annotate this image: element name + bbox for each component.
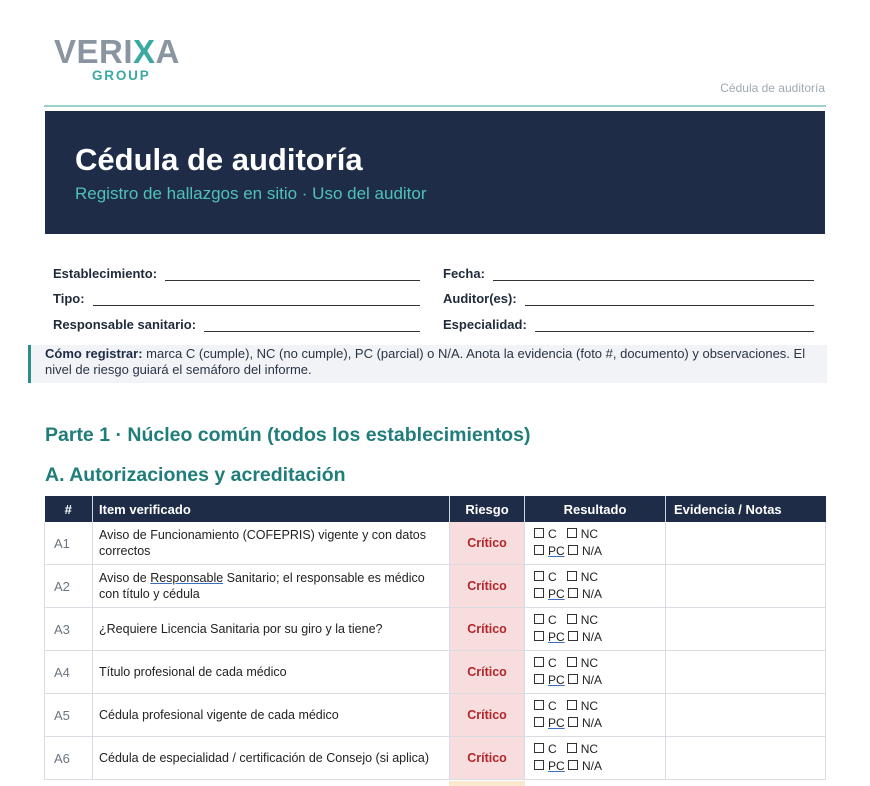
field-line[interactable] xyxy=(204,317,420,332)
part-heading: Parte 1 · Núcleo común (todos los establecimientos) xyxy=(45,424,531,446)
evidence-notes-cell[interactable] xyxy=(666,522,826,565)
row-item: Título profesional de cada médico xyxy=(93,651,450,694)
checkbox-na[interactable]: N/A xyxy=(568,673,602,687)
col-number: # xyxy=(45,496,93,522)
row-number: A5 xyxy=(45,694,93,737)
field-establecimiento[interactable] xyxy=(53,266,420,281)
row-number: A6 xyxy=(45,737,93,780)
result-options xyxy=(525,737,666,780)
col-evidence: Evidencia / Notas xyxy=(666,496,826,522)
checkbox-pc[interactable]: PC xyxy=(534,544,565,558)
field-label: Fecha: xyxy=(443,266,485,281)
col-risk: Riesgo xyxy=(450,496,525,522)
row-number: A2 xyxy=(45,565,93,608)
evidence-notes-cell[interactable] xyxy=(666,565,826,608)
checkbox-c[interactable]: C xyxy=(534,699,557,713)
checkbox-na[interactable]: N/A xyxy=(568,759,602,773)
risk-badge: Crítico xyxy=(450,694,525,737)
table-row xyxy=(45,565,826,608)
field-label: Auditor(es): xyxy=(443,291,517,306)
field-line[interactable] xyxy=(165,266,420,281)
page-title: Cédula de auditoría xyxy=(75,142,363,177)
risk-badge: Crítico xyxy=(450,608,525,651)
checkbox-nc[interactable]: NC xyxy=(567,742,598,756)
risk-badge: Crítico xyxy=(450,737,525,780)
checkbox-pc[interactable]: PC xyxy=(534,587,565,601)
table-row xyxy=(45,737,826,780)
field-tipo[interactable] xyxy=(53,291,420,306)
header-document-label: Cédula de auditoría xyxy=(720,81,825,95)
field-auditores[interactable] xyxy=(443,291,814,306)
checkbox-pc[interactable]: PC xyxy=(534,716,565,730)
page-subtitle: Registro de hallazgos en sitio · Uso del auditor xyxy=(75,184,427,203)
table-row xyxy=(45,651,826,694)
row-number: A1 xyxy=(45,522,93,565)
field-label: Especialidad: xyxy=(443,317,527,332)
checklist-table xyxy=(44,496,826,780)
row-item: Cédula de especialidad / certificación de Consejo (si aplica) xyxy=(93,737,450,780)
table-header-row xyxy=(45,496,826,522)
checkbox-nc[interactable]: NC xyxy=(567,570,598,584)
field-line[interactable] xyxy=(535,317,814,332)
checkbox-nc[interactable]: NC xyxy=(567,699,598,713)
field-label: Responsable sanitario: xyxy=(53,317,197,332)
evidence-notes-cell[interactable] xyxy=(666,651,826,694)
evidence-notes-cell[interactable] xyxy=(666,608,826,651)
result-options xyxy=(525,522,666,565)
field-line[interactable] xyxy=(93,291,420,306)
evidence-notes-cell[interactable] xyxy=(666,737,826,780)
checkbox-na[interactable]: N/A xyxy=(568,544,602,558)
checkbox-pc[interactable]: PC xyxy=(534,673,565,687)
instructions-note xyxy=(28,345,827,383)
note-bold: Cómo registrar: xyxy=(45,346,143,361)
table-row xyxy=(45,694,826,737)
field-label: Establecimiento: xyxy=(53,266,158,281)
row-item: Aviso de Funcionamiento (COFEPRIS) vigente y con datos correctos xyxy=(93,522,450,565)
row-number: A3 xyxy=(45,608,93,651)
result-options xyxy=(525,565,666,608)
field-responsable[interactable] xyxy=(53,317,420,332)
field-fecha[interactable] xyxy=(443,266,814,281)
table-row xyxy=(45,522,826,565)
table-row xyxy=(45,608,826,651)
checkbox-c[interactable]: C xyxy=(534,527,557,541)
note-text: marca C (cumple), NC (no cumple), PC (parcial) o N/A. Anota la evidencia (foto #, documento) y observaciones. El nivel de riesgo guiará el semáforo del informe. xyxy=(45,346,806,377)
section-heading: A. Autorizaciones y acreditación xyxy=(45,464,346,486)
logo-wordmark: VERIXA xyxy=(54,33,180,70)
row-item: Cédula profesional vigente de cada médico xyxy=(93,694,450,737)
checkbox-c[interactable]: C xyxy=(534,656,557,670)
field-line[interactable] xyxy=(525,291,814,306)
field-especialidad[interactable] xyxy=(443,317,814,332)
checkbox-nc[interactable]: NC xyxy=(567,527,598,541)
col-item: Item verificado xyxy=(93,496,450,522)
verixa-logo xyxy=(54,34,204,90)
checkbox-nc[interactable]: NC xyxy=(567,656,598,670)
risk-badge: Crítico xyxy=(450,651,525,694)
result-options xyxy=(525,608,666,651)
col-result: Resultado xyxy=(525,496,666,522)
result-options xyxy=(525,694,666,737)
checkbox-nc[interactable]: NC xyxy=(567,613,598,627)
row-item: Aviso de Responsable Sanitario; el responsable es médico con título y cédula xyxy=(93,565,450,608)
field-label: Tipo: xyxy=(53,291,85,306)
checkbox-c[interactable]: C xyxy=(534,570,557,584)
next-row-risk-peek xyxy=(449,781,525,786)
row-item: ¿Requiere Licencia Sanitaria por su giro y la tiene? xyxy=(93,608,450,651)
checkbox-na[interactable]: N/A xyxy=(568,716,602,730)
field-line[interactable] xyxy=(493,266,814,281)
header-divider xyxy=(44,105,826,107)
title-banner xyxy=(45,111,825,234)
risk-badge: Crítico xyxy=(450,565,525,608)
checkbox-na[interactable]: N/A xyxy=(568,630,602,644)
result-options xyxy=(525,651,666,694)
evidence-notes-cell[interactable] xyxy=(666,694,826,737)
row-number: A4 xyxy=(45,651,93,694)
checkbox-c[interactable]: C xyxy=(534,742,557,756)
checkbox-na[interactable]: N/A xyxy=(568,587,602,601)
risk-badge: Crítico xyxy=(450,522,525,565)
checkbox-c[interactable]: C xyxy=(534,613,557,627)
checkbox-pc[interactable]: PC xyxy=(534,630,565,644)
logo-group-text: GROUP xyxy=(92,68,151,83)
checkbox-pc[interactable]: PC xyxy=(534,759,565,773)
